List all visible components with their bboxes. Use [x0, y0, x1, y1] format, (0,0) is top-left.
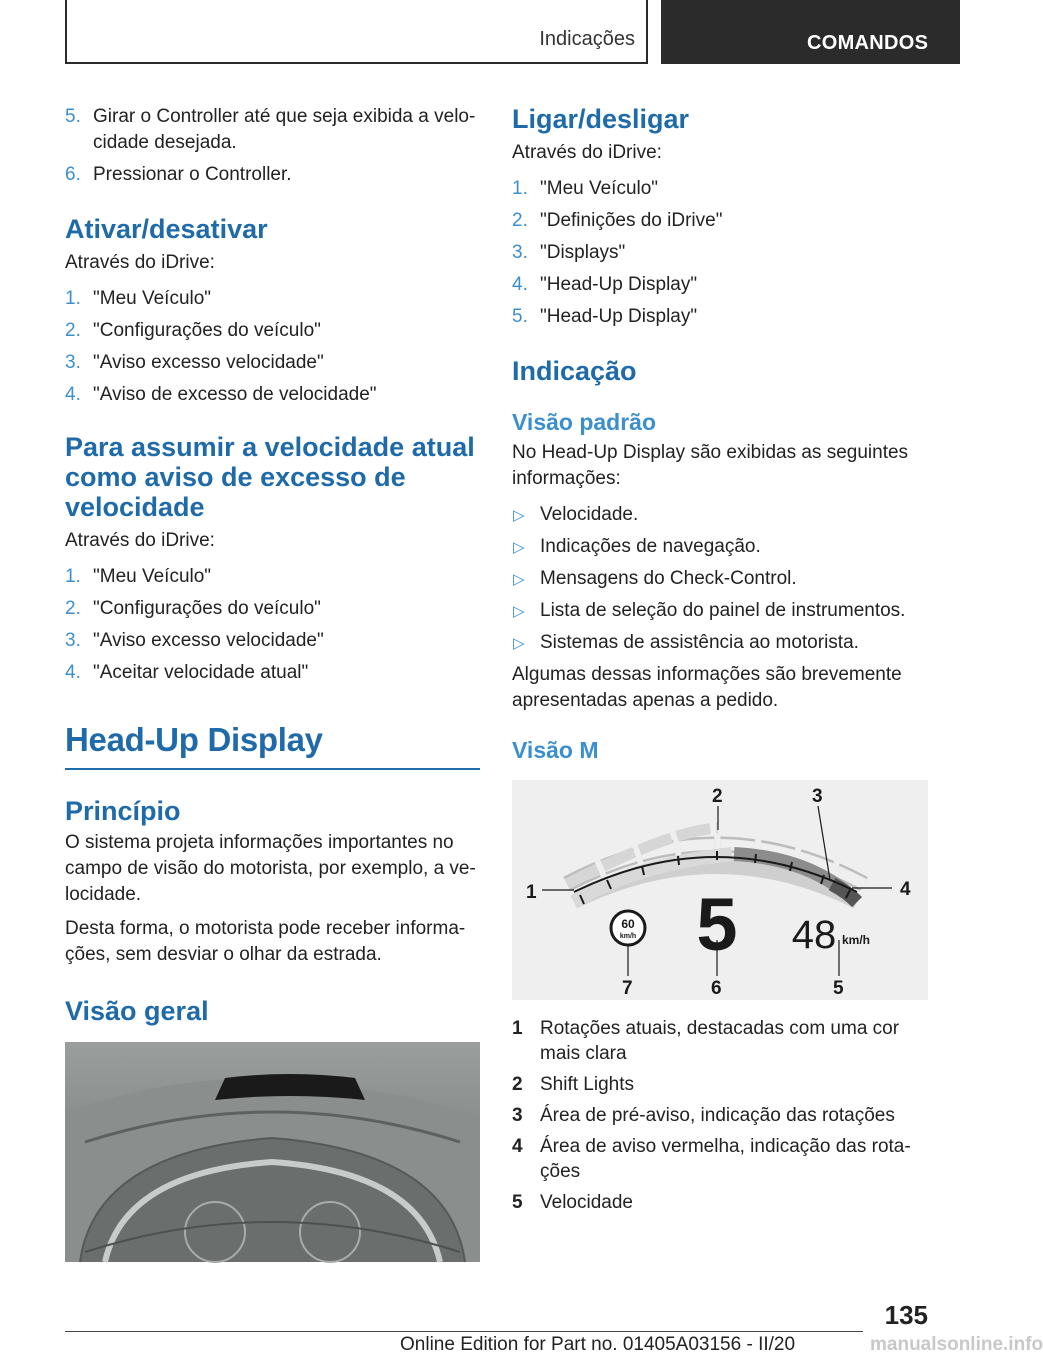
m-view-diagram	[512, 780, 928, 1000]
heading-onoff: Ligar/desligar	[512, 104, 690, 134]
gear-indicator: 5	[696, 883, 738, 966]
dashboard-illustration	[65, 1042, 480, 1262]
heading-activate: Ativar/desativar	[65, 214, 268, 244]
header-chapter-tab: COMANDOS	[661, 0, 960, 64]
onoff-steps	[512, 176, 928, 330]
list-item: ▷ Sistemas de assistência ao motorista.	[512, 630, 928, 656]
assume-steps	[65, 564, 480, 686]
list-item: 6. Pressionar o Controller.	[65, 164, 292, 185]
speed-unit: km/h	[842, 933, 871, 947]
principle-text-2: Desta forma, o motorista pode receber informa-ções, sem desviar o olhar da estrada.	[65, 918, 466, 965]
standard-note: Algumas dessas informações são brevemente apresentadas apenas a pedido.	[512, 664, 902, 711]
heading-assume-speed: Para assumir a velocidade atual como aviso de excesso de velocidade	[65, 432, 475, 522]
header-frame	[65, 0, 648, 64]
list-item: 2. "Configurações do veículo"	[65, 598, 321, 619]
callout-2: 2	[712, 786, 723, 807]
m-view-legend	[512, 1016, 928, 1215]
list-item: 3. "Aviso excesso velocidade"	[65, 630, 324, 651]
list-item: 4. "Aviso de excesso de velocidade"	[65, 384, 377, 405]
triangle-bullet-icon: ▷	[513, 603, 525, 620]
standard-intro: No Head-Up Display são exibidas as seguintes informações:	[512, 442, 909, 489]
footer-brand: manualsonline.info	[870, 1334, 1043, 1355]
list-item: 5 Velocidade	[512, 1192, 633, 1213]
onoff-intro: Através do iDrive:	[512, 142, 662, 163]
callout-6: 6	[711, 978, 722, 999]
steps-continued	[65, 104, 480, 188]
footer-rule	[65, 1331, 863, 1332]
speed-limit-unit: km/h	[619, 933, 637, 940]
header-section-title: Indicações	[539, 28, 635, 50]
list-item: 1 Rotações atuais, destacadas com uma cor mais clara	[512, 1018, 900, 1064]
list-item: 2. "Configurações do veículo"	[65, 320, 321, 341]
triangle-bullet-icon: ▷	[513, 635, 525, 652]
list-item: ▷ Mensagens do Check-Control.	[512, 566, 928, 592]
list-item: 4. "Aceitar velocidade atual"	[65, 662, 309, 683]
list-item: 1. "Meu Veículo"	[512, 178, 659, 199]
callout-4: 4	[900, 879, 911, 900]
callout-7: 7	[622, 978, 633, 999]
list-item: ▷ Velocidade.	[512, 502, 928, 528]
callout-1: 1	[526, 882, 537, 903]
footer-edition: Online Edition for Part no. 01405A03156 - II/20	[400, 1334, 796, 1355]
heading-m-view: Visão M	[512, 737, 599, 763]
list-item: 3. "Aviso excesso velocidade"	[65, 352, 324, 373]
list-item: 5. "Head-Up Display"	[512, 306, 698, 327]
list-item: 5. Girar o Controller até que seja exibida a velo-cidade desejada.	[65, 106, 476, 153]
principle-text-1: O sistema projeta informações importantes no campo de visão do motorista, por exemplo, a ve-locidade.	[65, 832, 476, 905]
list-item: 3. "Displays"	[512, 242, 626, 263]
activate-intro: Através do iDrive:	[65, 252, 215, 273]
heading-indication: Indicação	[512, 356, 637, 386]
callout-3: 3	[812, 786, 823, 807]
activate-steps	[65, 286, 480, 408]
triangle-bullet-icon: ▷	[513, 507, 525, 524]
triangle-bullet-icon: ▷	[513, 571, 525, 588]
list-item: 1. "Meu Veículo"	[65, 288, 212, 309]
list-item: 2. "Definições do iDrive"	[512, 210, 723, 231]
standard-bullets	[512, 502, 928, 656]
list-item: 3 Área de pré-aviso, indicação das rotações	[512, 1105, 895, 1126]
list-item: 4 Área de aviso vermelha, indicação das rota-ções	[512, 1136, 911, 1182]
left-column	[65, 104, 480, 1262]
list-item: ▷ Lista de seleção do painel de instrumentos.	[512, 598, 928, 624]
list-item: 1. "Meu Veículo"	[65, 566, 212, 587]
chapter-rule	[65, 768, 480, 770]
right-column	[512, 104, 928, 1221]
list-item: 4. "Head-Up Display"	[512, 274, 698, 295]
list-item: ▷ Indicações de navegação.	[512, 534, 928, 560]
triangle-bullet-icon: ▷	[513, 539, 525, 556]
assume-intro: Através do iDrive:	[65, 530, 215, 551]
heading-standard-view: Visão padrão	[512, 409, 657, 435]
callout-5: 5	[833, 978, 844, 999]
speed-readout: 48	[791, 913, 837, 957]
list-item: 2 Shift Lights	[512, 1074, 634, 1095]
m-view-figure	[512, 780, 928, 1000]
page-number: 135	[884, 1300, 928, 1330]
speed-limit-value: 60	[621, 917, 635, 931]
heading-overview: Visão geral	[65, 996, 209, 1026]
heading-principle: Princípio	[65, 796, 181, 826]
chapter-title: Head-Up Display	[65, 721, 323, 758]
dashboard-photo	[65, 1042, 480, 1262]
